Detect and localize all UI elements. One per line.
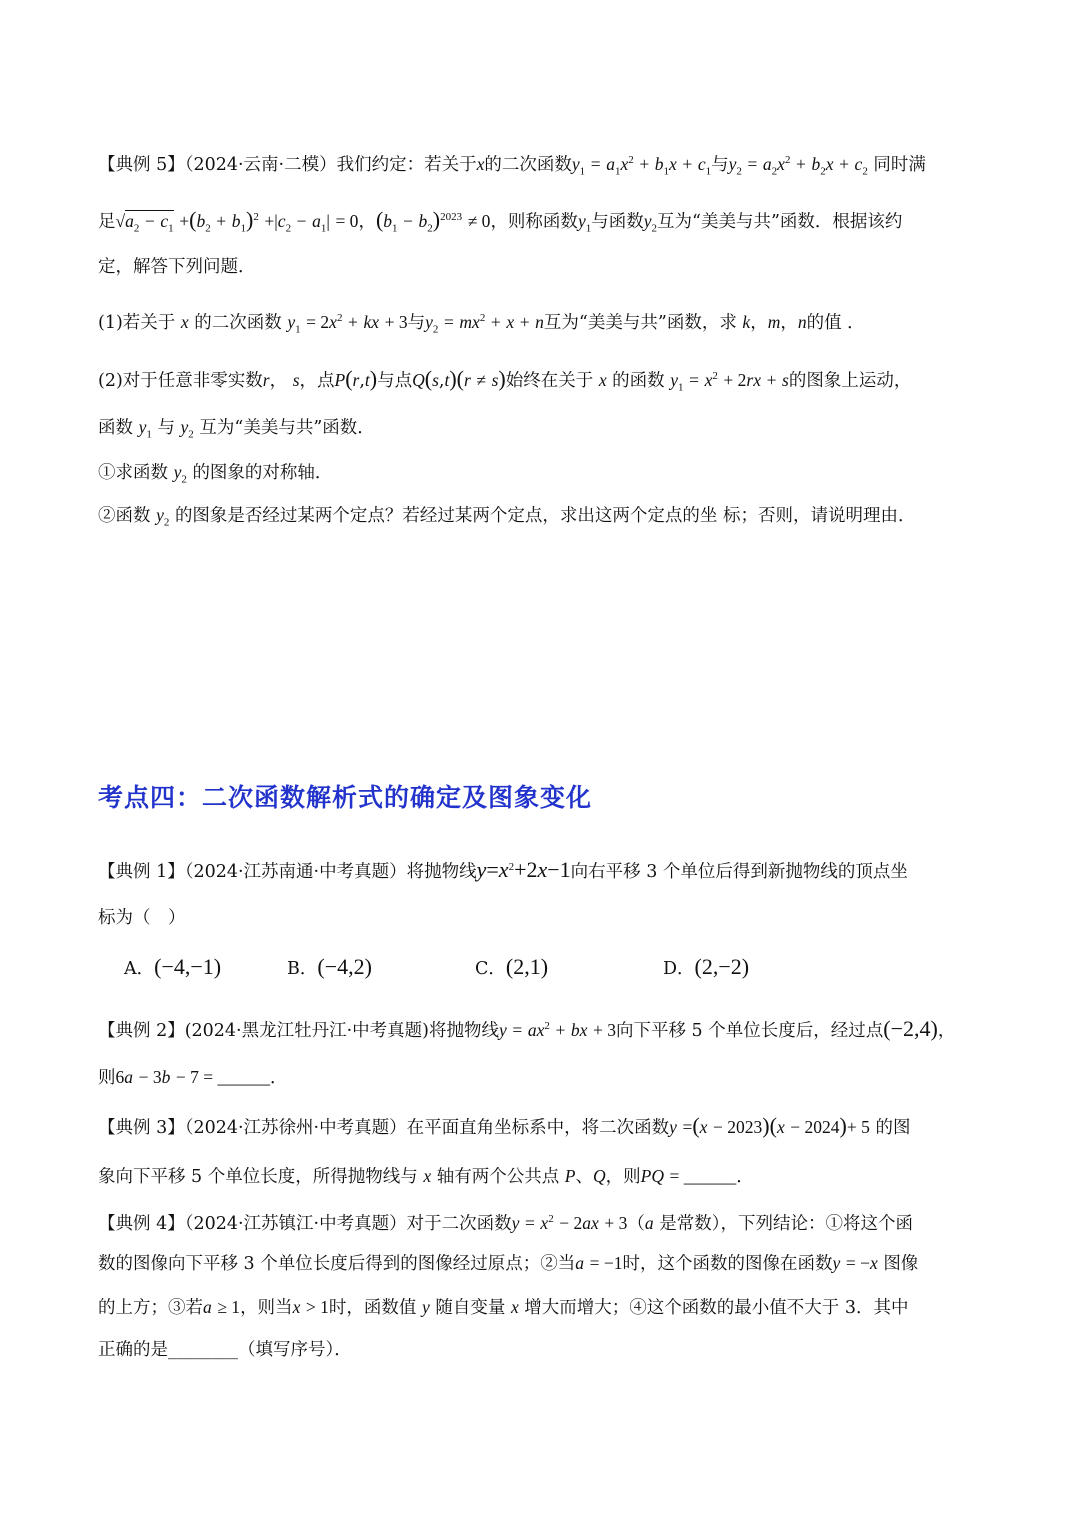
ex1-option-c	[475, 955, 548, 981]
text: ，则当	[240, 1298, 293, 1318]
text: ，点	[299, 370, 335, 391]
option-value: (−4,2)	[317, 954, 372, 979]
text: ．	[736, 1167, 754, 1187]
ex4-line-4: 正确的是________（填写序号）．	[98, 1340, 352, 1360]
text: 的图	[875, 1118, 911, 1138]
text: 象向下平移 5 个单位长度，所得抛物线与	[98, 1167, 418, 1187]
ex1-option-a	[124, 955, 221, 981]
text: 互为“美美与共”函数．	[199, 418, 375, 438]
text: 【典例 1】（2024·江苏南通·中考真题）将抛物线	[98, 861, 477, 882]
text: 【典例 2】(2024·黑龙江牡丹江·中考真题)将抛物线	[98, 1020, 500, 1041]
text: 时，函数值	[328, 1298, 417, 1318]
ex2-line-1: 【典例 2】(2024·黑龙江牡丹江·中考真题)将抛物线$y = ax^2$ + bx + 3向下平移 5 个单位长度后，经过点(−2,4)，	[98, 1015, 956, 1041]
ex5-line-2: 足$√a_2 - c_1 +(b_2 + b_1)^2 +|c_2 - a_1| = 0$，$(b_1 - b_2)^{2023} \ne 0$，则称函数$y_1$与函数$y_2$互为“美美与共”函数．根据该约	[98, 206, 903, 235]
text: 的图象上运动，	[788, 370, 912, 391]
text: 函数	[98, 418, 133, 438]
text: 的值 ．	[806, 312, 865, 333]
text: 始终在关于	[505, 370, 594, 391]
text: 与	[157, 418, 175, 438]
text: 与点	[377, 370, 413, 391]
option-label: D．	[663, 959, 695, 979]
text: ．	[270, 1068, 288, 1088]
text: 增大而增大；④这个函数的最小值不大于 3．其中	[524, 1298, 909, 1318]
text: 的二次函数	[484, 154, 572, 175]
text: 时，这个函数的图像在函数	[622, 1254, 833, 1274]
text: 同时满	[873, 154, 926, 175]
text: 【典例 3】（2024·江苏徐州·中考真题）在平面直角坐标系中，将二次函数	[98, 1118, 670, 1138]
text: ，	[937, 1020, 956, 1041]
text: 向右平移 3 个单位后得到新抛物线的顶点坐	[570, 861, 908, 882]
option-label: B．	[287, 959, 318, 979]
option-value: (2,−2)	[694, 954, 750, 979]
text: ，则称函数	[490, 211, 578, 232]
text: 【典例 5】（2024·云南·二模）我们约定：若关于	[98, 154, 477, 175]
text: （	[627, 1213, 645, 1234]
option-label: C．	[475, 959, 506, 979]
text: ①求函数	[98, 463, 168, 483]
text: ，则	[605, 1167, 641, 1187]
ex5-sub-1: ①求函数 $y_2$ 的图象的对称轴．	[98, 462, 333, 486]
text: 则	[98, 1068, 116, 1088]
ex5-sub-2: ②函数 $y_2$ 的图象是否经过某两个定点？若经过某两个定点，求出这两个定点的坐 标；否则，请说明理由．	[98, 505, 916, 529]
ex4-line-1: 【典例 4】（2024·江苏镇江·中考真题）对于二次函数$y = x^2 - 2ax + 3(a$ 是常数），下列结论：①将这个函	[98, 1212, 913, 1234]
text: 是常数），下列结论：①将这个函	[659, 1213, 913, 1234]
text: 的上方；③若	[98, 1298, 203, 1318]
ex5-line-3: 定，解答下列问题．	[98, 257, 256, 277]
option-label: A．	[124, 959, 155, 979]
ex5-q2: (2)对于任意非零实数r， s，点P(r,t)与点Q(s,t)(r ≠ s)始终在关于 x 的函数 $y_1 = x^2 + 2rx + s$的图象上运动，	[98, 365, 912, 394]
text: 与	[711, 154, 729, 175]
ex1-line-1: 【典例 1】（2024·江苏南通·中考真题）将抛物线$y=x^2+2x-1$向右平移 3 个单位后得到新抛物线的顶点坐	[98, 856, 908, 882]
text: 的函数	[612, 370, 665, 391]
ex1-line-2: 标为（ ）	[98, 908, 186, 928]
text: 与函数	[591, 211, 644, 232]
text: 轴有两个公共点	[436, 1167, 560, 1187]
text: 互为“美美与共”函数，求	[543, 312, 737, 333]
text: 与	[407, 312, 426, 333]
text: 的图象是否经过某两个定点？若经过某两个定点，求出这两个定点的坐 标；否则，请说明理由．	[174, 506, 916, 526]
text: 的二次函数	[194, 312, 282, 333]
ex5-q1: (1)若关于 x 的二次函数 $y_1 = 2x^2$ + kx + 3与$y_2 = mx^2 + x + n$互为“美美与共”函数，求 k，m，n的值 ．	[98, 311, 865, 336]
text: ，	[358, 211, 376, 232]
ex1-option-d	[663, 955, 749, 981]
ex3-line-2: 象向下平移 5 个单位长度，所得抛物线与 x 轴有两个公共点 P、Q，则PQ = ______．	[98, 1166, 754, 1187]
text: 的图象的对称轴．	[192, 463, 333, 483]
point: (−2,4)	[883, 1015, 938, 1041]
text: ②函数	[98, 506, 151, 526]
text: 向下平移 5 个单位长度后，经过点	[616, 1020, 884, 1041]
text: 足	[98, 211, 116, 232]
text: (1)若关于	[98, 312, 176, 333]
option-value: (2,1)	[505, 954, 549, 979]
option-value: (−4,−1)	[154, 954, 222, 979]
ex3-line-1: 【典例 3】（2024·江苏徐州·中考真题）在平面直角坐标系中，将二次函数y =(x − 2023)(x − 2024)+ 5 的图	[98, 1113, 911, 1138]
ex5-line-1: 【典例 5】（2024·云南·二模）我们约定：若关于x的二次函数$y_1 = a_1x^2 + b_1x + c_1$与$y_2 = a_2x^2 + b_2x + c_2$ 同时满	[98, 153, 926, 178]
text: 【典例 4】（2024·江苏镇江·中考真题）对于二次函数	[98, 1213, 512, 1234]
ex5-q2-line-2: 函数 $y_1$ 与 $y_2$ 互为“美美与共”函数．	[98, 417, 375, 441]
text: 数的图像向下平移 3 个单位长度后得到的图像经过原点；②当	[98, 1254, 576, 1274]
ex1-option-b	[287, 955, 372, 981]
text: 互为“美美与共”函数．根据该约	[657, 211, 903, 232]
text: (2)对于任意非零实数	[98, 370, 263, 391]
text: 图像	[883, 1254, 919, 1274]
ex4-line-3: 的上方；③若a ≥ 1，则当x > 1时，函数值 y 随自变量 x 增大而增大；④这个函数的最小值不大于 3．其中	[98, 1297, 909, 1318]
ex2-line-2: 则6a − 3b − 7 = ______．	[98, 1067, 288, 1088]
section-title: 考点四：二次函数解析式的确定及图象变化	[98, 783, 593, 812]
text: 随自变量	[435, 1298, 506, 1318]
ex4-line-2: 数的图像向下平移 3 个单位长度后得到的图像经过原点；②当a = −1时，这个函数的图像在函数y = −x 图像	[98, 1253, 919, 1274]
